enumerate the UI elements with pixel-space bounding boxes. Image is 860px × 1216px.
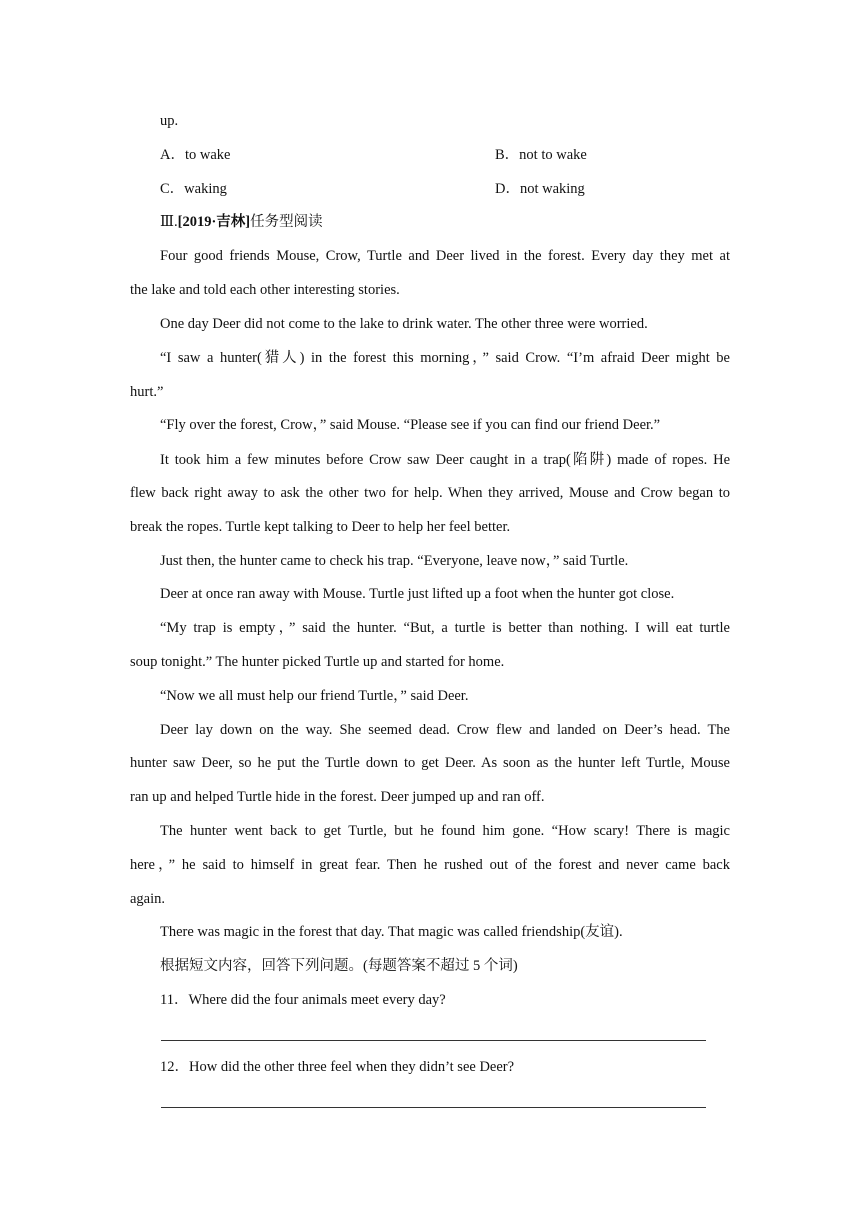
answer-line-12[interactable] (161, 1107, 706, 1108)
passage-line: Just then, the hunter came to check his trap. “Everyone, leave now，” said Turtle. (160, 553, 629, 569)
passage-line: It took him a few minutes before Crow saw Deer caught in a trap(陷阱) made of ropes. He (160, 452, 730, 468)
passage-line: here，” he said to himself in great fear. Then he rushed out of the forest and never came back (130, 857, 730, 873)
passage-line: The hunter went back to get Turtle, but he found him gone. “How scary! There is magic (160, 823, 730, 839)
passage-line: hurt.” (130, 384, 164, 400)
passage-line: break the ropes. Turtle kept talking to Deer to help her feel better. (130, 519, 511, 535)
passage-line: hunter saw Deer, so he put the Turtle down to get Deer. As soon as the hunter left Turtle, Mouse (130, 755, 730, 771)
passage-line: ran up and helped Turtle hide in the forest. Deer jumped up and ran off. (130, 789, 545, 805)
instruction: 根据短文内容，回答下列问题。(每题答案不超过 5 个词) (160, 958, 518, 974)
passage-line: “My trap is empty，” said the hunter. “But, a turtle is better than nothing. I will eat turtle (160, 620, 730, 636)
section-title: 任务型阅读 (250, 214, 323, 230)
question-10-tail: up. (160, 113, 179, 129)
option-a: A．to wake (160, 147, 231, 163)
section-number: Ⅲ. (160, 214, 178, 230)
option-c: C．waking (160, 181, 227, 197)
question-12: 12．How did the other three feel when they didn’t see Deer? (160, 1059, 515, 1075)
passage-line: “I saw a hunter(猎人) in the forest this morning，” said Crow. “I’m afraid Deer might be (160, 350, 730, 366)
question-11: 11．Where did the four animals meet every day? (160, 992, 446, 1008)
passage-line: One day Deer did not come to the lake to drink water. The other three were worried. (160, 316, 648, 332)
passage-line: Four good friends Mouse, Crow, Turtle and Deer lived in the forest. Every day they met at (160, 248, 730, 264)
option-b: B．not to wake (495, 147, 587, 163)
passage-line: “Now we all must help our friend Turtle，” said Deer. (160, 688, 469, 704)
passage-line: Deer at once ran away with Mouse. Turtle just lifted up a foot when the hunter got close. (160, 586, 675, 602)
passage-line: There was magic in the forest that day. That magic was called friendship(友谊). (160, 924, 623, 940)
answer-line-11[interactable] (161, 1040, 706, 1041)
passage-line: Deer lay down on the way. She seemed dead. Crow flew and landed on Deer’s head. The (160, 722, 730, 738)
passage-line: soup tonight.” The hunter picked Turtle up and started for home. (130, 654, 505, 670)
passage-line: flew back right away to ask the other two for help. When they arrived, Mouse and Crow began to (130, 485, 730, 501)
passage-line: again. (130, 891, 166, 907)
passage-line: “Fly over the forest, Crow，” said Mouse. “Please see if you can find our friend Deer.” (160, 417, 661, 433)
passage-line: the lake and told each other interesting stories. (130, 282, 400, 298)
section-heading (160, 212, 730, 232)
section-source: [2019·吉林] (177, 214, 251, 230)
option-d: D．not waking (495, 181, 585, 197)
